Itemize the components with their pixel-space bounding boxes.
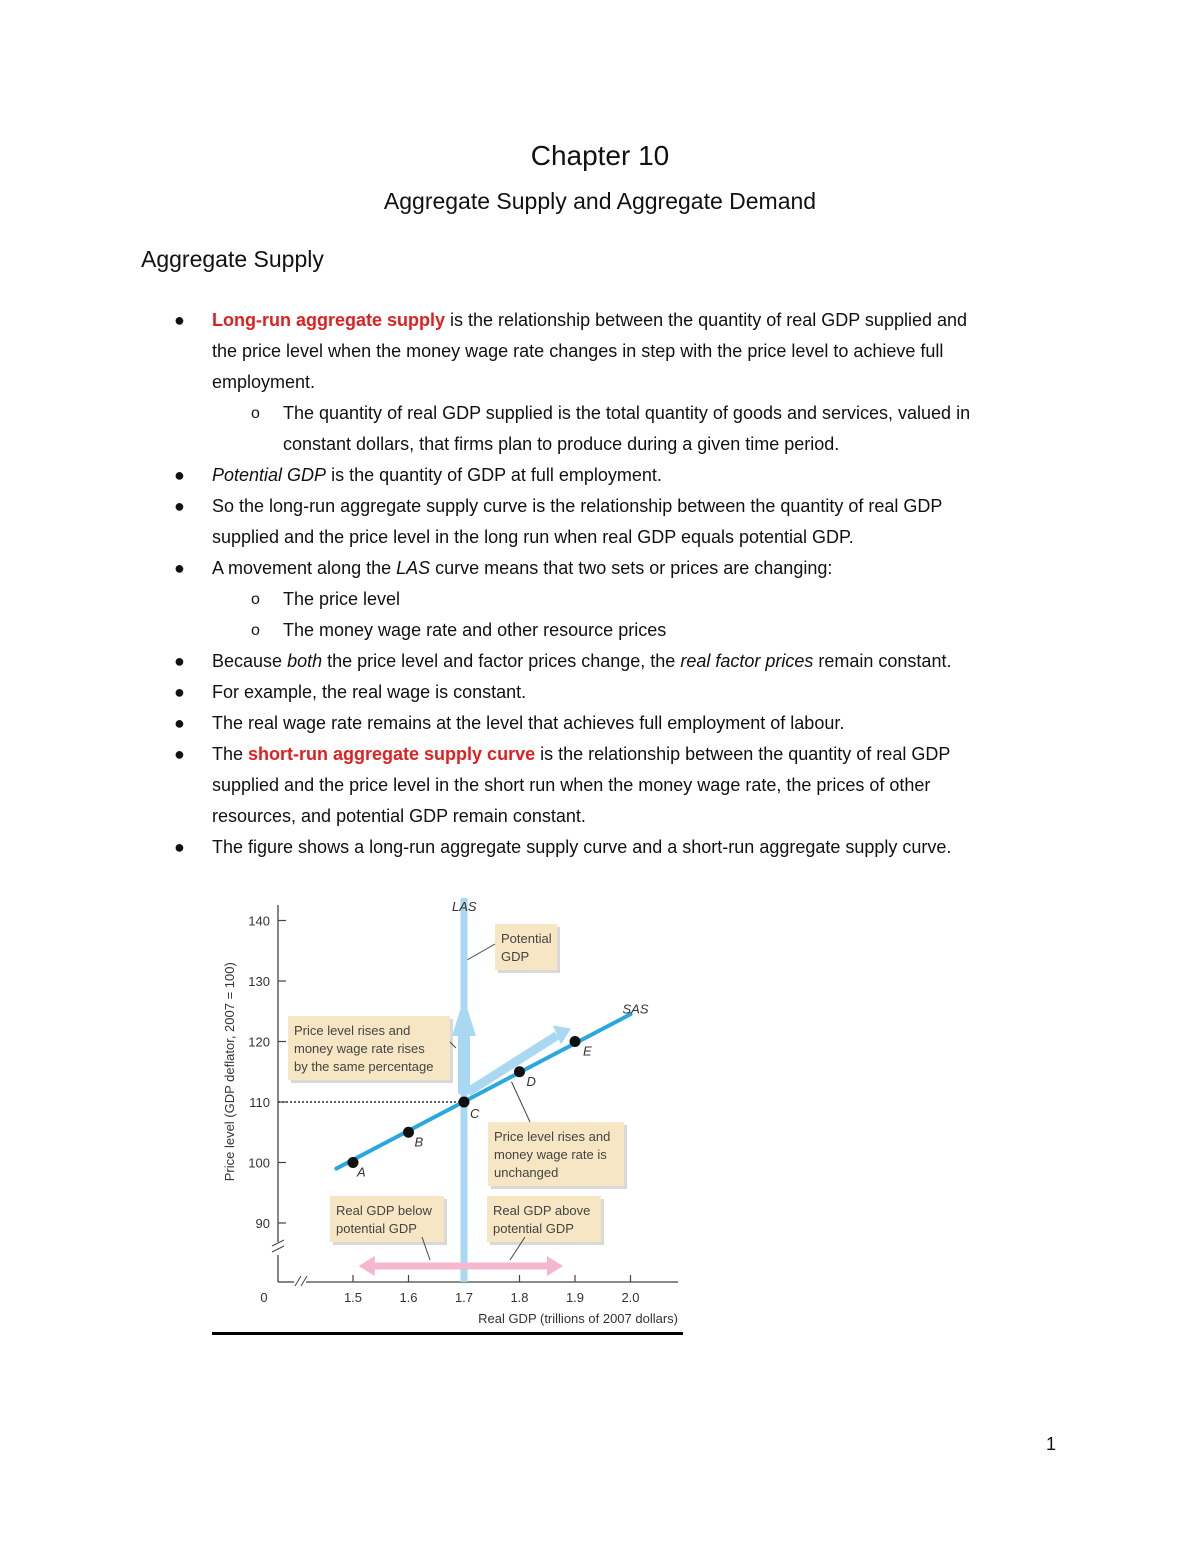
point-b [403, 1127, 414, 1138]
point-label-e: E [583, 1043, 592, 1059]
bullet-icon: ● [174, 558, 185, 578]
x-axis-break [295, 1276, 307, 1286]
y-tick-label: 100 [248, 1155, 270, 1171]
y-tick-label: 90 [255, 1216, 270, 1231]
text: The money wage rate and other resource prices [283, 620, 667, 640]
sub-list-item [251, 615, 1063, 646]
text: Because [212, 651, 288, 671]
note-both-rise-text: Price level rises and [294, 1023, 411, 1038]
note-potential-gdp-text: GDP [501, 949, 530, 964]
term-short-run-aggregate-supply: short-run aggregate supply curve [248, 744, 536, 764]
bullet-icon: ● [174, 651, 185, 671]
aggregate-supply-figure [200, 880, 700, 1340]
list-item [174, 646, 1062, 677]
list-item [174, 708, 1062, 739]
text: The real wage rate remains at the level that achieves full employment of labour. [212, 713, 845, 733]
origin-label: 0 [260, 1290, 268, 1305]
note-below-potential-text: potential GDP [336, 1221, 417, 1236]
list-item [174, 460, 1062, 491]
term-las: LAS [396, 558, 431, 578]
text: The figure shows a long-run aggregate supply curve and a short-run aggregate supply curve. [212, 837, 952, 857]
list-item [174, 677, 1062, 708]
term-long-run-aggregate-supply: Long-run aggregate supply [212, 310, 446, 330]
las-arrow-head [452, 998, 476, 1036]
text: the price level and factor prices change, the [322, 651, 681, 671]
chapter-subtitle: Aggregate Supply and Aggregate Demand [383, 188, 817, 214]
text: The [212, 744, 249, 764]
text: is the relationship between the quantity of real GDP [535, 744, 951, 764]
x-tick-label: 1.8 [510, 1290, 529, 1305]
bullet-icon: ● [174, 744, 185, 764]
section-heading: Aggregate Supply [141, 246, 324, 272]
y-axis-label: Price level (GDP deflator, 2007 = 100) [222, 962, 237, 1182]
text: The price level [283, 589, 401, 609]
bullet-icon: ● [174, 465, 185, 485]
chapter-title: Chapter 10 [530, 140, 670, 171]
note-above-potential-text: potential GDP [493, 1221, 574, 1236]
emphasis: both [287, 651, 323, 671]
point-label-a: A [357, 1164, 366, 1180]
bullet-icon: ● [174, 713, 185, 733]
x-tick-label: 2.0 [621, 1290, 640, 1305]
list-item [174, 739, 1062, 832]
text: The quantity of real GDP supplied is the total quantity of goods and services, valued in [283, 403, 971, 423]
emphasis: real factor prices [680, 651, 814, 671]
note-below-potential-text: Real GDP below [336, 1203, 432, 1218]
point-d [514, 1066, 525, 1077]
text: So the long-run aggregate supply curve is the relationship between the quantity of real GDP [212, 496, 943, 516]
text: is the quantity of GDP at full employment. [326, 465, 662, 485]
x-tick-label: 1.6 [399, 1290, 418, 1305]
list-item [174, 305, 1062, 398]
point-label-c: C [470, 1106, 480, 1121]
las-label: LAS [452, 899, 477, 914]
point-label-b: B [414, 1134, 424, 1150]
las-arrow-shaft [458, 1036, 470, 1094]
note-price-rise-text: unchanged [494, 1165, 559, 1180]
point-label-d: D [526, 1073, 536, 1089]
x-tick-label: 1.5 [343, 1290, 363, 1305]
list-item [174, 553, 1062, 584]
text: supplied and the price level in the short run when the money wage rate, the prices of other [212, 775, 931, 795]
sub-bullet-icon: o [251, 622, 260, 639]
list-item [174, 832, 1062, 863]
x-axis-label: Real GDP (trillions of 2007 dollars) [478, 1311, 678, 1326]
bullet-icon: ● [174, 682, 185, 702]
text: resources, and potential GDP remain constant. [212, 806, 586, 826]
note-both-rise-text: by the same percentage [294, 1059, 434, 1074]
term-potential-gdp: Potential GDP [212, 465, 327, 485]
sub-bullet-icon: o [251, 405, 260, 422]
x-tick-label: 1.7 [454, 1290, 474, 1305]
y-tick-label: 110 [249, 1095, 270, 1110]
gdp-gap-arrow-left [359, 1256, 375, 1276]
text: supplied and the price level in the long run when real GDP equals potential GDP. [212, 527, 854, 547]
note-potential-gdp-leader [467, 944, 495, 960]
bullet-icon: ● [174, 496, 185, 516]
y-tick-label: 120 [248, 1034, 270, 1050]
text: curve means that two sets or prices are changing: [430, 558, 833, 578]
sub-bullet-icon: o [251, 591, 260, 608]
text: For example, the real wage is constant. [212, 682, 527, 702]
chart-svg [200, 880, 700, 1340]
text: A movement along the [212, 558, 397, 578]
point-e [570, 1036, 581, 1047]
note-price-rise-text: money wage rate is [494, 1147, 607, 1162]
figure-bottom-rule [212, 1332, 683, 1335]
text: the price level when the money wage rate changes in step with the price level to achieve full [212, 341, 944, 361]
text: constant dollars, that firms plan to produce during a given time period. [283, 434, 840, 454]
x-tick-label: 1.9 [565, 1290, 585, 1305]
text: remain constant. [813, 651, 952, 671]
page-number: 1 [1046, 1434, 1057, 1454]
note-potential-gdp-text: Potential [501, 931, 552, 946]
bullet-icon: ● [174, 310, 185, 330]
y-tick-label: 140 [248, 913, 270, 929]
text: employment. [212, 372, 316, 392]
sas-label: SAS [622, 1001, 649, 1017]
sub-list-item [251, 584, 1063, 615]
text: is the relationship between the quantity of real GDP supplied and [445, 310, 968, 330]
note-both-rise-text: money wage rate rises [294, 1041, 425, 1056]
bullet-icon: ● [174, 837, 185, 857]
sub-list-item [251, 398, 1063, 460]
gdp-gap-arrow-right [547, 1256, 563, 1276]
list-item [174, 491, 1062, 553]
note-above-potential-text: Real GDP above [493, 1203, 591, 1218]
point-c [459, 1097, 470, 1108]
note-price-rise-text: Price level rises and [494, 1129, 611, 1144]
y-tick-label: 130 [248, 974, 270, 989]
